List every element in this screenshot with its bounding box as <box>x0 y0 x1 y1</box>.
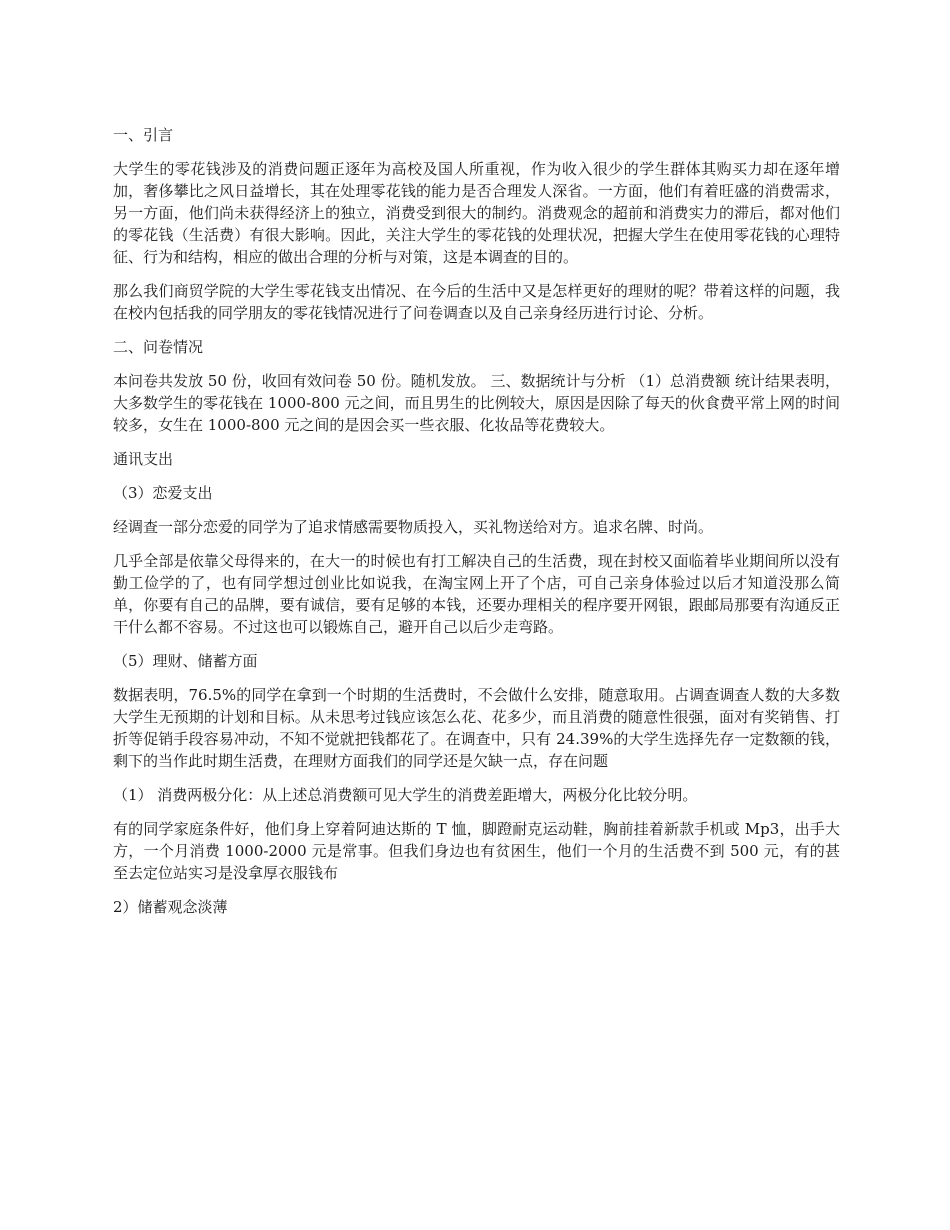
paragraph-intro-1: 大学生的零花钱涉及的消费问题正逐年为高校及国人所重视，作为收入很少的学生群体其购买力却在逐年增加，奢侈攀比之风日益增长，其在处理零花钱的能力是否合理发人深省。一方面，他们有着旺盛的消费需求，另一方面，他们尚未获得经济上的独立，消费受到很大的制约。消费观念的超前和消费实力的滞后，都对他们的零花钱（生活费）有很大影响。因此，关注大学生的零花钱的处理状况，把握大学生在使用零花钱的心理特征、行为和结构，相应的做出合理的分析与对策，这是本调查的目的。 <box>113 160 840 266</box>
heading-savings: 2）储蓄观念淡薄 <box>113 898 228 916</box>
paragraph-income-source: 几乎全部是依靠父母得来的，在大一的时候也有打工解决自己的生活费，现在封校又面临着毕业期间所以没有勤工俭学的了，也有同学想过创业比如说我，在淘宝网上开了个店，可自己亲身体验过以后才知道没那么简单，你要有自己的品牌，要有诚信，要有足够的本钱，还要办理相关的程序要开网银，跟邮局那要有沟通反正干什么都不容易。不过这也可以锻炼自己，避开自己以后少走弯路。 <box>113 552 840 636</box>
paragraph-romance: 经调查一部分恋爱的同学为了追求情感需要物质投入，买礼物送给对方。追求名牌、时尚。 <box>113 518 714 536</box>
paragraph-intro-2: 那么我们商贸学院的大学生零花钱支出情况、在今后的生活中又是怎样更好的理财的呢？带着这样的问题，我在校内包括我的同学朋友的零花钱情况进行了问卷调查以及自己亲身经历进行讨论、分析。 <box>113 282 840 322</box>
heading-polarization: （1） 消费两极分化：从上述总消费额可见大学生的消费差距增大，两极分化比较分明。 <box>113 786 698 804</box>
paragraph-finance: 数据表明，76.5%的同学在拿到一个时期的生活费时，不会做什么安排，随意取用。占调查调查人数的大多数大学生无预期的计划和目标。从未思考过钱应该怎么花、花多少，而且消费的随意性很强，面对有奖销售、打折等促销手段容易冲动，不知不觉就把钱都花了。在调查中，只有 24.39%的大学生选择先存一定数额的钱，剩下的当作此时期生活费，在理财方面我们的同学还是欠缺一点，存在问题 <box>113 686 840 770</box>
paragraph-questionnaire: 本问卷共发放 50 份，收回有效问卷 50 份。随机发放。 三、数据统计与分析 （1）总消费额 统计结果表明，大多数学生的零花钱在 1000-800 元之间，而且男生的比例较大，原因是因除了每天的伙食费平常上网的时间较多，女生在 1000-800 元之间的是因会买一些衣服、化妆品等花费较大。 <box>113 372 840 434</box>
heading-introduction: 一、引言 <box>113 126 174 144</box>
heading-finance: （5）理财、储蓄方面 <box>113 652 258 670</box>
paragraph-polarization: 有的同学家庭条件好，他们身上穿着阿迪达斯的 T 恤，脚蹬耐克运动鞋，胸前挂着新款手机或 Mp3，出手大方，一个月消费 1000-2000 元是常事。但我们身边也有贫困生，他们一个月的生活费不到 500 元，有的甚至去定位站实习是没拿厚衣服钱布 <box>113 820 840 882</box>
document-page <box>113 124 840 930</box>
heading-questionnaire: 二、问卷情况 <box>113 338 204 356</box>
heading-romance: （3）恋爱支出 <box>113 484 213 502</box>
heading-communication: 通讯支出 <box>113 450 174 468</box>
